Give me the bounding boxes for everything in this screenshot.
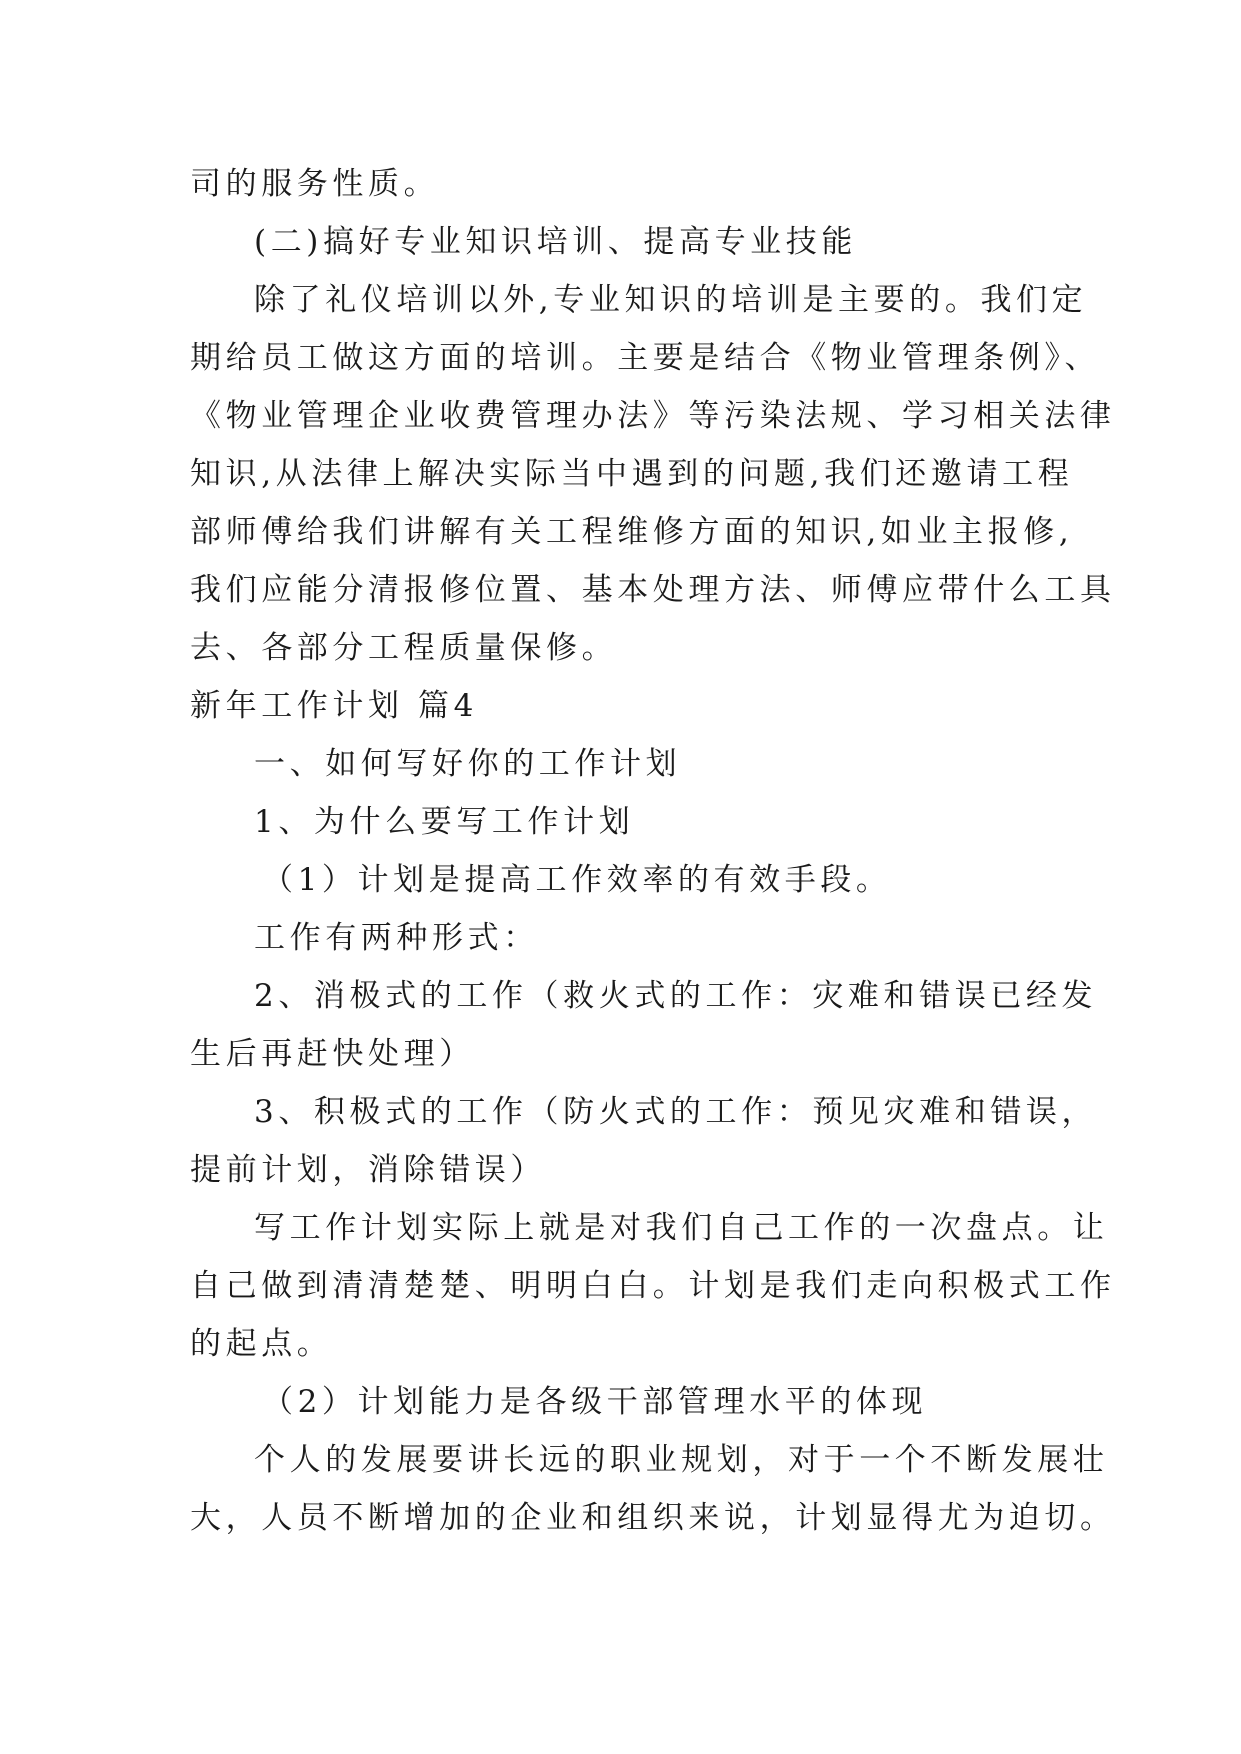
text-line: 个人的发展要讲长远的职业规划，对于一个不断发展壮 (254, 1442, 1109, 1478)
text-line: 提前计划，消除错误） (190, 1152, 546, 1188)
text-line: （2）计划能力是各级干部管理水平的体现 (262, 1384, 928, 1420)
text-line: 2、消极式的工作（救火式的工作：灾难和错误已经发 (254, 978, 1098, 1014)
text-line: 去、各部分工程质量保修。 (190, 630, 618, 666)
text-line: 我们应能分清报修位置、基本处理方法、师傅应带什么工具 (190, 572, 1116, 608)
text-line: 司的服务性质。 (190, 166, 440, 202)
chapter-title: 新年工作计划 篇4 (190, 688, 478, 724)
subsection-heading: 1、为什么要写工作计划 (254, 804, 635, 840)
text-line: 生后再赶快处理） (190, 1036, 475, 1072)
text-line: 知识,从法律上解决实际当中遇到的问题,我们还邀请工程 (190, 456, 1074, 492)
text-line: 大，人员不断增加的企业和组织来说，计划显得尤为迫切。 (190, 1500, 1116, 1536)
section-heading: (二)搞好专业知识培训、提高专业技能 (254, 224, 857, 260)
text-line: 的起点。 (190, 1326, 333, 1362)
section-heading: 一、如何写好你的工作计划 (254, 746, 682, 782)
text-line: 《物业管理企业收费管理办法》等污染法规、学习相关法律 (190, 398, 1116, 434)
text-line: （1）计划是提高工作效率的有效手段。 (262, 862, 892, 898)
text-line: 期给员工做这方面的培训。主要是结合《物业管理条例》、 (190, 340, 1101, 376)
text-line: 工作有两种形式： (254, 920, 539, 956)
text-line: 3、积极式的工作（防火式的工作：预见灾难和错误， (254, 1094, 1098, 1130)
text-line: 部师傅给我们讲解有关工程维修方面的知识,如业主报修, (190, 514, 1074, 550)
text-line: 自己做到清清楚楚、明明白白。计划是我们走向积极式工作 (190, 1268, 1116, 1304)
text-line: 写工作计划实际上就是对我们自己工作的一次盘点。让 (254, 1210, 1109, 1246)
text-line: 除了礼仪培训以外,专业知识的培训是主要的。我们定 (254, 282, 1088, 318)
